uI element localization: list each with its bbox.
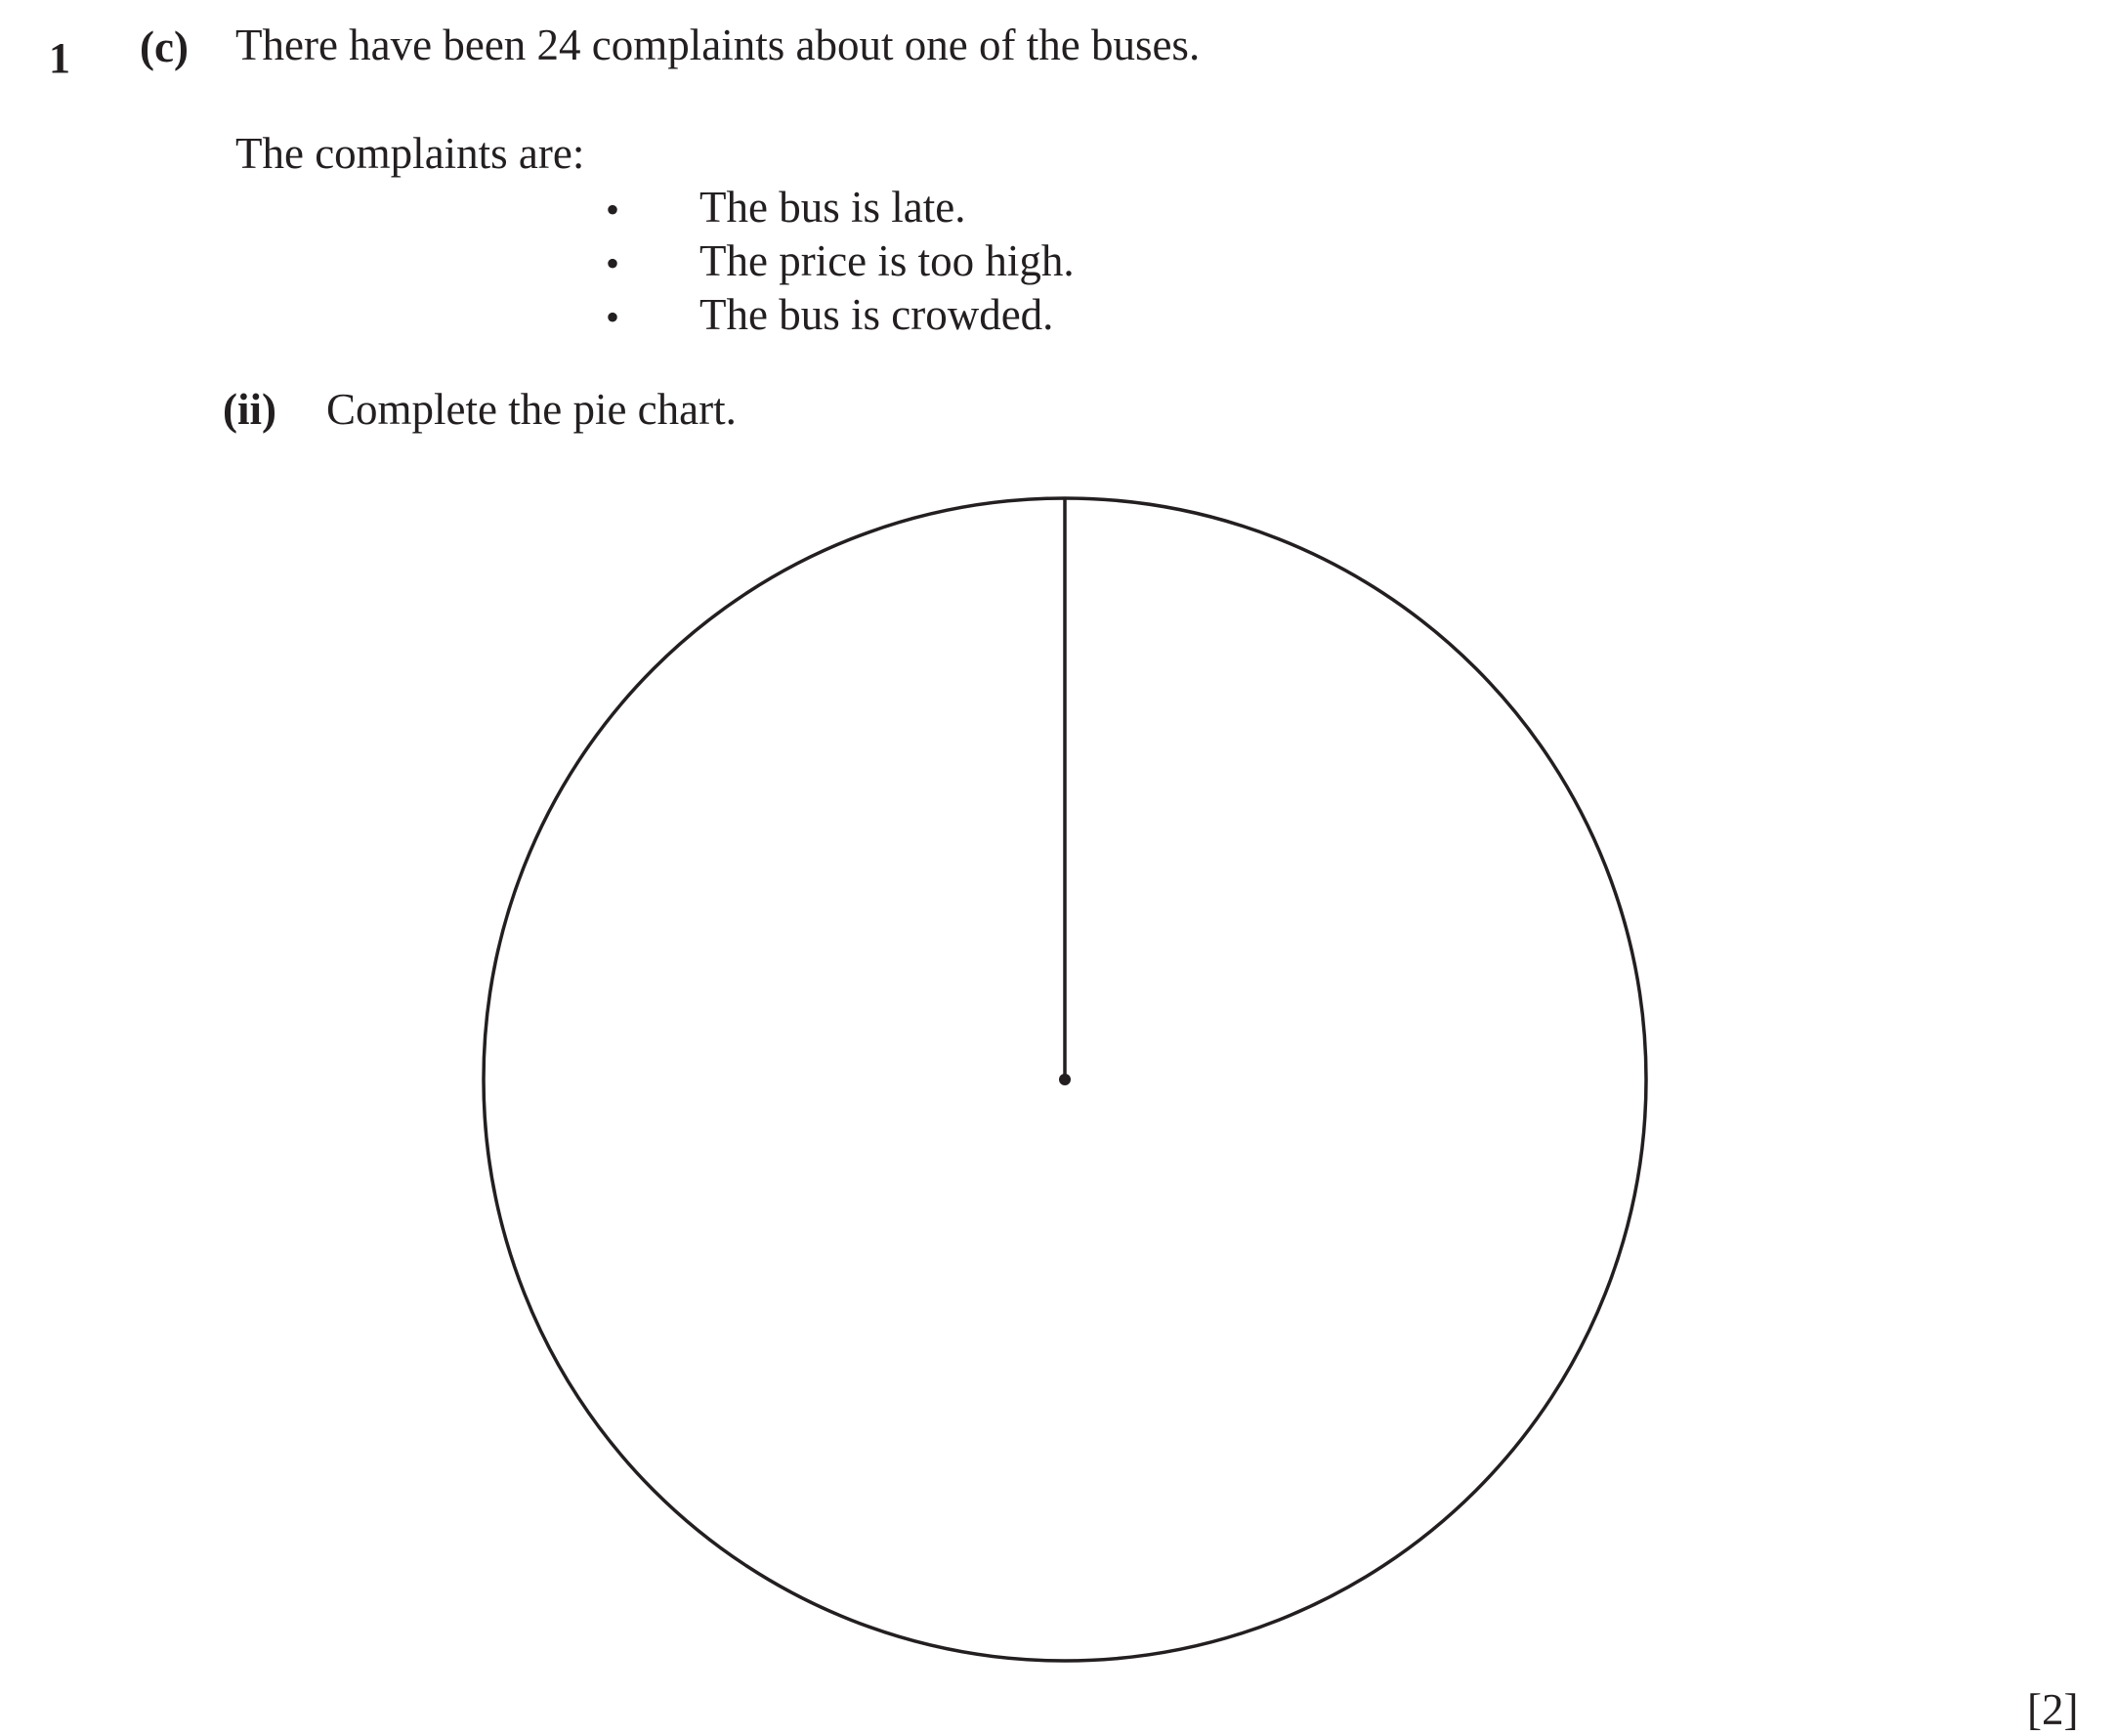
complaint-item: The bus is late.	[699, 183, 966, 232]
marks-allocation: [2]	[2027, 1685, 2079, 1734]
complaint-item: The bus is crowded.	[699, 290, 1054, 339]
complaint-item: The price is too high.	[699, 236, 1075, 285]
bullet-icon: •	[606, 188, 620, 232]
bullet-icon: •	[606, 241, 620, 285]
bullet-icon: •	[606, 295, 620, 339]
part-label: (c)	[140, 22, 189, 71]
subpart-label: (ii)	[223, 385, 276, 434]
complaints-intro: The complaints are:	[235, 129, 585, 178]
subpart-instruction: Complete the pie chart.	[326, 385, 737, 434]
question-stem: There have been 24 complaints about one of the buses.	[235, 21, 1201, 69]
pie-centre-point	[1059, 1074, 1071, 1085]
question-number: 1	[49, 34, 70, 82]
